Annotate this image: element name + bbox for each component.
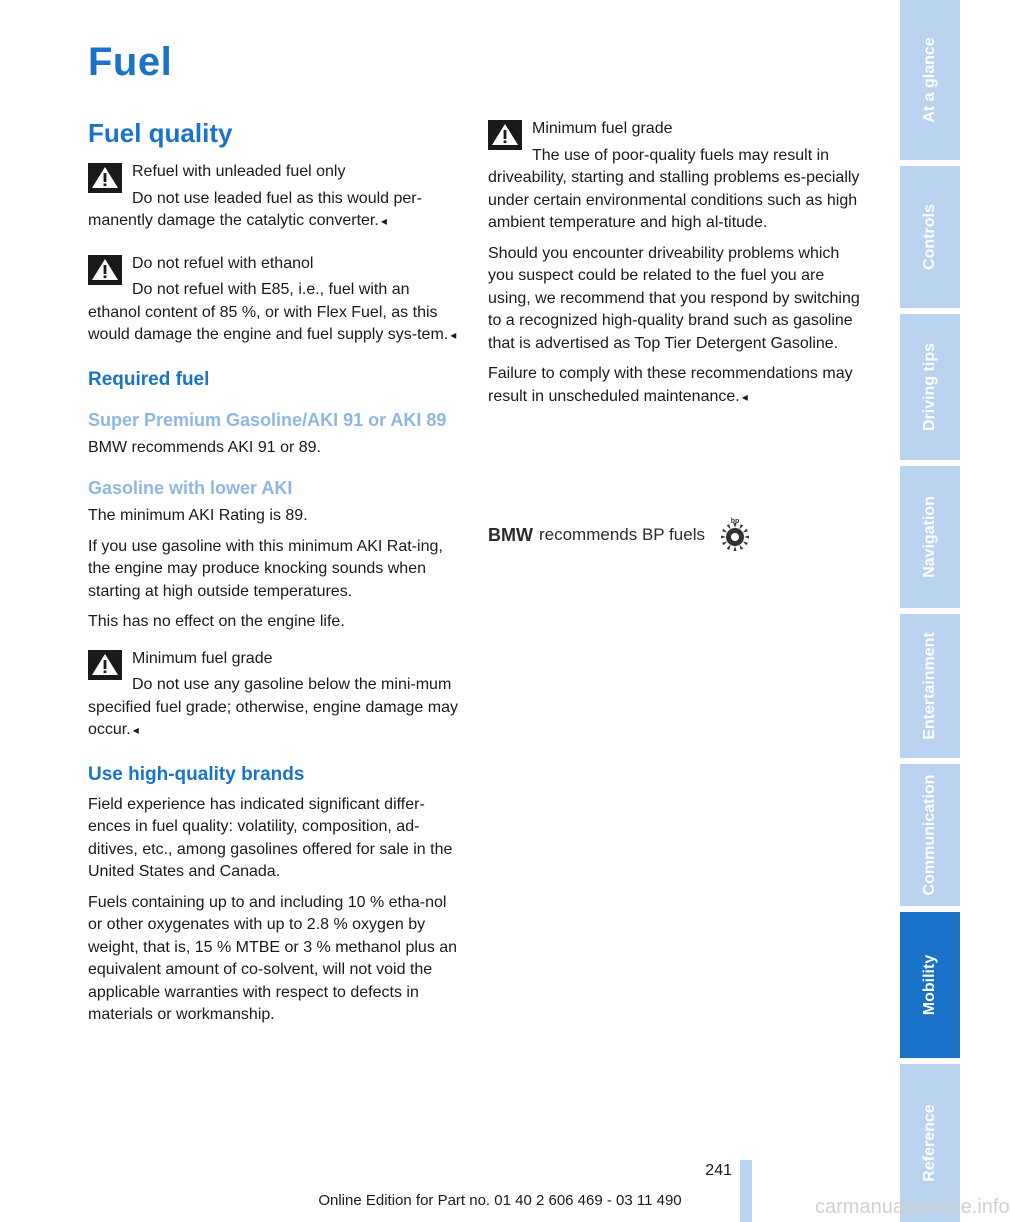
tab-communication[interactable] xyxy=(900,764,960,906)
chapter-tabs xyxy=(900,0,960,1222)
warning-ethanol xyxy=(88,253,464,347)
end-mark: ◂ xyxy=(450,328,457,342)
page-number: 241 xyxy=(705,1162,732,1179)
end-mark: ◂ xyxy=(132,723,139,737)
right-column xyxy=(488,118,862,416)
warning-title: Refuel with unleaded fuel only xyxy=(132,163,346,180)
tab-controls[interactable] xyxy=(900,166,960,308)
warning-triangle-icon xyxy=(488,120,522,150)
tab-at-a-glance[interactable] xyxy=(900,0,960,160)
bp-logo-text: bp xyxy=(730,518,740,525)
bmw-wordmark: BMW xyxy=(488,524,533,545)
watermark: carmanualsonline.info xyxy=(815,1196,1010,1218)
page-marker-bar xyxy=(740,1160,752,1222)
bp-helios-logo-icon xyxy=(717,517,753,553)
paragraph: Fuels containing up to and including 10 % etha-nol or other oxygenates with up to 2.8 % oxygen by weight, that is, 15 % MTBE or 3 % methanol plus an equivalent amount of co-solvent, will not void the applicable warranties with respect to defects in materials or workmanship. xyxy=(88,893,458,1023)
tab-label: At a glance xyxy=(921,37,938,123)
section-heading-fuel-quality: Fuel quality xyxy=(88,118,233,148)
tab-mobility[interactable] xyxy=(900,912,960,1058)
tab-driving-tips[interactable] xyxy=(900,314,960,460)
paragraph: If you use gasoline with this minimum AKI Rat-ing, the engine may produce knocking sounds when starting at high outside temperatures. xyxy=(88,537,443,600)
footer-edition: Online Edition for Part no. 01 40 2 606 469 - 03 11 490 xyxy=(318,1192,682,1209)
end-mark: ◂ xyxy=(380,214,387,228)
tab-label: Driving tips xyxy=(921,342,938,432)
warning-minimum-grade xyxy=(88,648,464,742)
heading-super-premium: Super Premium Gasoline/AKI 91 or AKI 89 xyxy=(88,409,447,430)
tab-label: Mobility xyxy=(921,954,938,1016)
warning-body: Do not use any gasoline below the mini-mum specified fuel grade; otherwise, engine damage may occur. xyxy=(88,676,458,738)
tab-entertainment[interactable] xyxy=(900,614,960,758)
paragraph: BMW recommends AKI 91 or 89. xyxy=(88,438,321,456)
page-title: Fuel xyxy=(88,40,173,84)
paragraph: This has no effect on the engine life. xyxy=(88,613,345,630)
heading-lower-aki: Gasoline with lower AKI xyxy=(88,478,293,498)
warning-unleaded xyxy=(88,161,464,233)
paragraph: Field experience has indicated significant differ-ences in fuel quality: volatility, composition, ad-ditives, etc., among gasolines offered for sale in the United States and Canada. xyxy=(88,795,453,880)
tab-label: Communication xyxy=(921,774,938,896)
warning-triangle-icon xyxy=(88,163,122,193)
paragraph: Failure to comply with these recommendations may result in unscheduled maintenance. xyxy=(488,365,853,405)
bp-recommendation xyxy=(488,520,753,550)
bp-recommendation-text: recommends BP fuels xyxy=(538,525,705,544)
end-mark: ◂ xyxy=(741,389,748,404)
warning-body: Do not use leaded fuel as this would per-manently damage the catalytic converter. xyxy=(88,189,422,229)
warning-poor-quality-fuel xyxy=(488,118,862,235)
heading-required-fuel: Required fuel xyxy=(88,368,210,390)
heading-high-quality-brands: Use high-quality brands xyxy=(88,763,305,785)
tab-label: Reference xyxy=(921,1104,938,1182)
warning-title: Do not refuel with ethanol xyxy=(132,254,314,272)
paragraph: Should you encounter driveability problems which you suspect could be related to the fuel you are using, we recommend that you respond by switching to a recognized high-quality brand such as gasoline that is advertised as Top Tier Detergent Gasoline. xyxy=(488,244,860,352)
left-column xyxy=(88,118,464,1035)
warning-title: Minimum fuel grade xyxy=(532,120,673,137)
warning-body: The use of poor-quality fuels may result in driveability, starting and stalling problems es-pecially under certain environmental conditions such as high ambient temperature and high al-titude. xyxy=(488,146,860,231)
tab-navigation[interactable] xyxy=(900,466,960,608)
warning-title: Minimum fuel grade xyxy=(132,649,273,667)
warning-triangle-icon xyxy=(88,650,122,680)
tab-label: Entertainment xyxy=(921,632,938,740)
tab-label: Controls xyxy=(921,204,938,270)
warning-triangle-icon xyxy=(88,255,122,285)
tab-label: Navigation xyxy=(921,496,938,578)
paragraph: The minimum AKI Rating is 89. xyxy=(88,507,308,524)
warning-body: Do not refuel with E85, i.e., fuel with an ethanol content of 85 %, or with Flex Fuel, as this would damage the engine and fuel supply sys-tem. xyxy=(88,281,449,343)
